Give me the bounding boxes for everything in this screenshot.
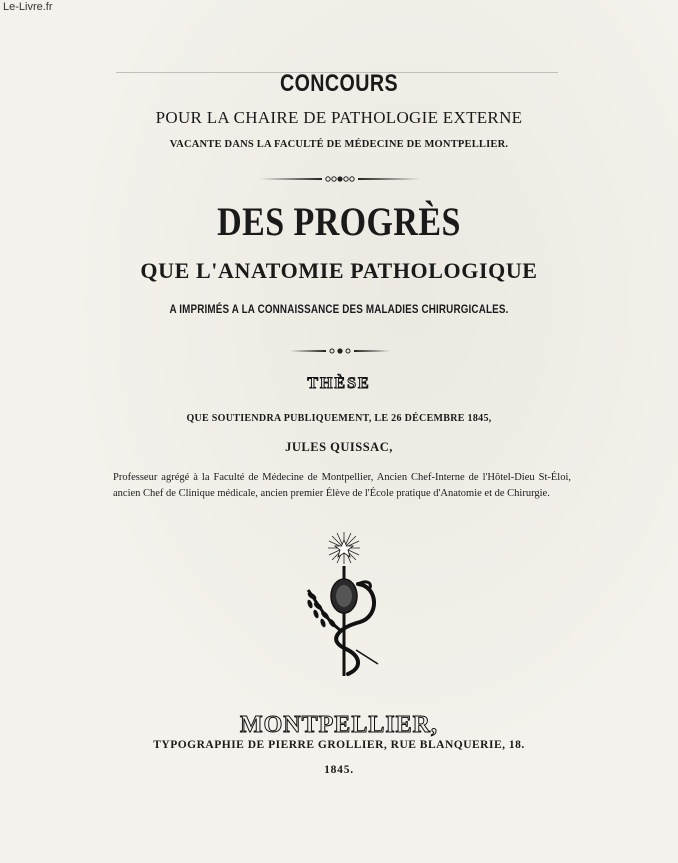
- ornament-divider-icon: [290, 347, 390, 355]
- author-name: JULES QUISSAC,: [285, 440, 393, 454]
- imprint-printer: TYPOGRAPHIE DE PIERRE GROLLIER, RUE BLANQUERIE, 18.: [153, 739, 525, 751]
- concours-heading: CONCOURS: [279, 70, 399, 97]
- author-bio: Professeur agrégé à la Faculté de Médecine de Montpellier, Ancien Chef-Interne de l'Hôtel-Dieu St-Éloi, ancien Chef de Clinique médicale, ancien premier Élève de l'École pratique d'Anatomie et de Chirurgie.: [113, 472, 571, 499]
- chaire-heading: POUR LA CHAIRE DE PATHOLOGIE EXTERNE: [155, 108, 523, 127]
- main-title: DES PROGRÈS: [217, 199, 461, 244]
- imprint-year: 1845.: [324, 764, 354, 776]
- defense-date-line: QUE SOUTIENDRA PUBLIQUEMENT, LE 26 DÉCEMBRE 1845,: [186, 413, 492, 424]
- caduceus-star-emblem-icon: [302, 530, 386, 680]
- ornament-divider-icon: [260, 175, 420, 183]
- tagline: A IMPRIMÉS A LA CONNAISSANCE DES MALADIES CHIRURGICALES.: [169, 302, 509, 316]
- these-label: THÈSE: [307, 375, 371, 392]
- vacante-line: VACANTE DANS LA FACULTÉ DE MÉDECINE DE MONTPELLIER.: [169, 139, 509, 150]
- watermark-logo: Le-Livre.fr: [3, 1, 53, 13]
- subtitle: QUE L'ANATOMIE PATHOLOGIQUE: [140, 258, 538, 283]
- imprint-city: MONTPELLIER,: [239, 712, 439, 738]
